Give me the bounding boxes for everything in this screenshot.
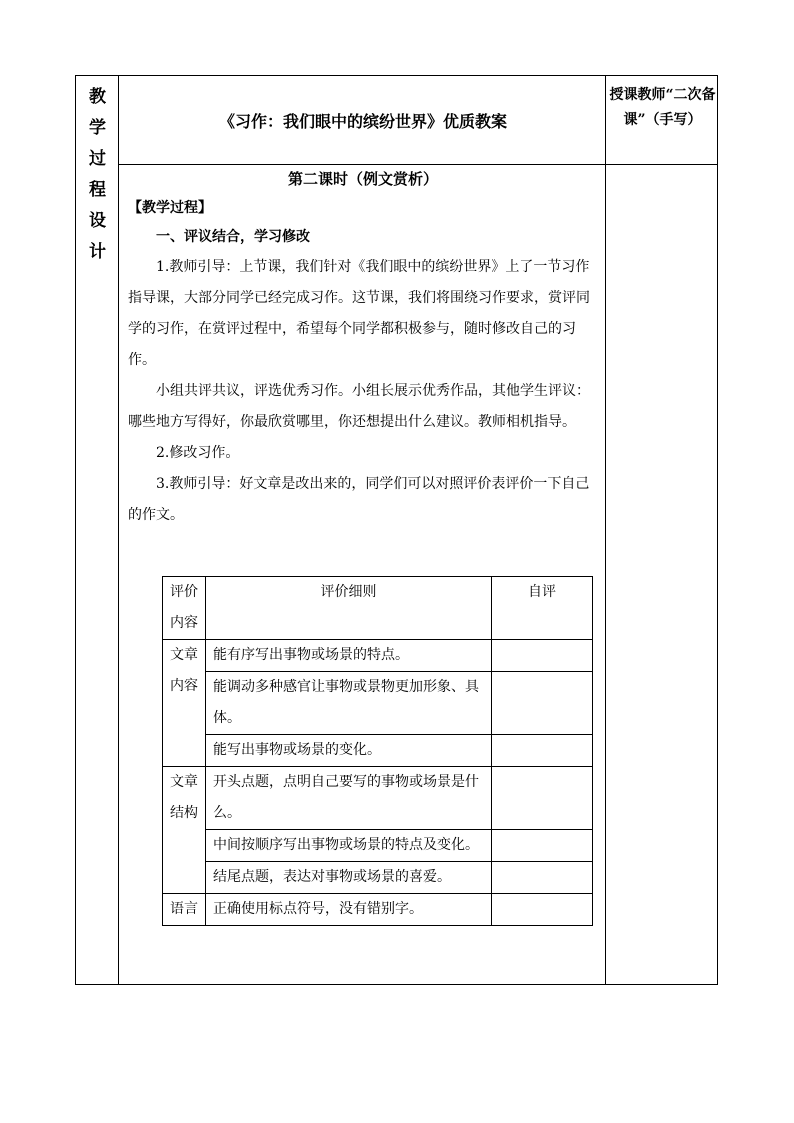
side-label-char: 教 (89, 87, 106, 107)
paragraph: 小组共评共议，评选优秀习作。小组长展示优秀作品，其他学生评议：哪些地方写得好，你最欣赏哪里，你还想提出什么建议。教师相机指导。 (128, 383, 590, 430)
subheading: 一、评议结合，学习修改 (156, 229, 310, 245)
session-heading: 第二课时（例文赏析） (287, 170, 438, 188)
paragraph: 1.教师引导：上节课，我们针对《我们眼中的缤纷世界》上了一节习作指导课，大部分同学已经完成习作。这节课，我们将围绕习作要求，赏评同学的习作，在赏评过程中，希望每个同学都积极参与，随时修改自己的习作。 (128, 259, 590, 368)
table-row (163, 862, 593, 894)
self-eval-cell[interactable] (492, 894, 593, 926)
table-row (163, 830, 593, 862)
self-eval-cell[interactable] (492, 672, 593, 735)
section-label: 【教学过程】 (128, 200, 212, 216)
self-eval-cell[interactable] (492, 862, 593, 894)
criteria-cell: 中间按顺序写出事物或场景的特点及变化。 (206, 830, 492, 862)
side-label-char: 程 (89, 180, 106, 200)
table-row (163, 735, 593, 767)
table-row (163, 577, 593, 640)
paragraph: 2.修改习作。 (156, 445, 240, 461)
header-cell: 评价细则 (206, 577, 492, 640)
criteria-cell: 结尾点题，表达对事物或场景的喜爱。 (206, 862, 492, 894)
category-cell: 文章内容 (163, 640, 206, 767)
criteria-cell: 正确使用标点符号，没有错别字。 (206, 894, 492, 926)
lesson-plan-table (75, 75, 718, 985)
teacher-note-header: 授课教师“二次备课”（手写） (609, 87, 716, 128)
criteria-cell: 能有序写出事物或场景的特点。 (206, 640, 492, 672)
table-row (163, 894, 593, 926)
self-eval-cell[interactable] (492, 767, 593, 830)
side-label (76, 76, 119, 268)
side-label-char: 设 (89, 211, 106, 231)
evaluation-table (162, 576, 593, 926)
main-content (120, 166, 606, 531)
self-eval-cell[interactable] (492, 830, 593, 862)
header-cell: 评价内容 (163, 577, 206, 640)
category-cell: 语言 (163, 894, 206, 926)
self-eval-cell[interactable] (492, 640, 593, 672)
table-row (163, 672, 593, 735)
criteria-cell: 开头点题，点明自己要写的事物或场景是什么。 (206, 767, 492, 830)
paragraph: 3.教师引导：好文章是改出来的，同学们可以对照评价表评价一下自己的作文。 (128, 476, 590, 523)
self-eval-cell[interactable] (492, 735, 593, 767)
category-cell: 文章结构 (163, 767, 206, 894)
side-label-char: 计 (89, 242, 106, 262)
table-row (163, 767, 593, 830)
document-title: 《习作：我们眼中的缤纷世界》优质教案 (218, 112, 507, 131)
header-cell: 自评 (492, 577, 593, 640)
criteria-cell: 能调动多种感官让事物或景物更加形象、具体。 (206, 672, 492, 735)
side-label-char: 过 (89, 149, 106, 169)
criteria-cell: 能写出事物或场景的变化。 (206, 735, 492, 767)
side-label-char: 学 (89, 118, 106, 138)
table-row (163, 640, 593, 672)
